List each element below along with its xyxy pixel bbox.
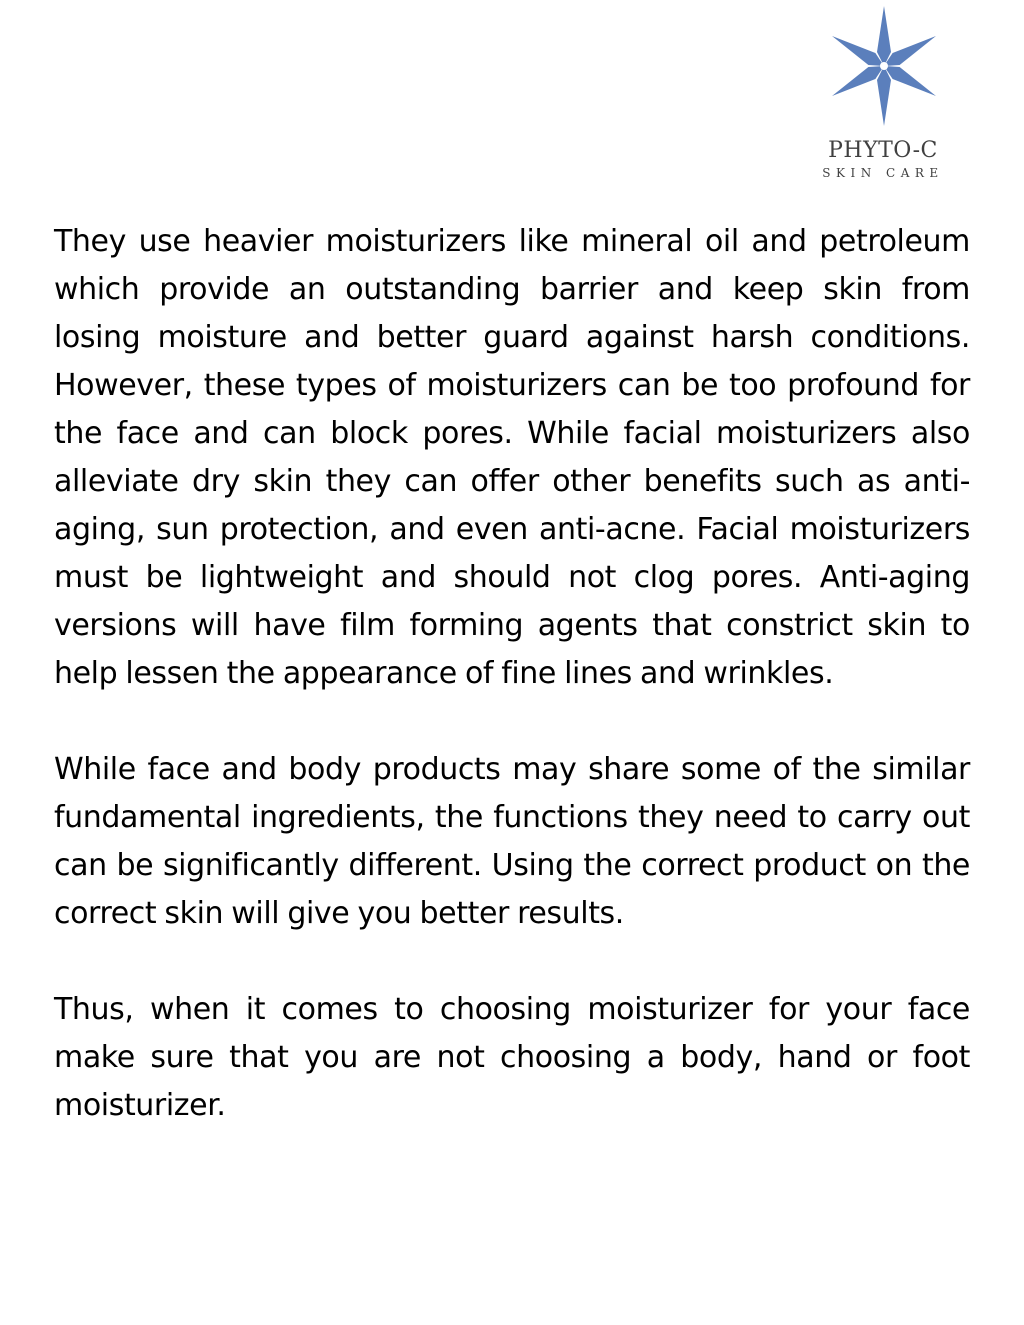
- paragraph: Thus, when it comes to choosing moisturizer for your face make sure that you are not choosing a body, hand or foot moisturizer.: [54, 992, 970, 1123]
- paragraph: While face and body products may share some of the similar fundamental ingredients, the functions they need to carry out can be significantly different. Using the correct product on the correct skin will give you better results.: [54, 752, 970, 931]
- paragraph: They use heavier moisturizers like mineral oil and petroleum which provide an outstanding barrier and keep skin from losing moisture and better guard against harsh conditions. However, these types of moisturizers can be too profound for the face and can block pores. While facial moisturizers also alleviate dry skin they can offer other benefits such as anti-aging, sun protection, and even anti-acne. Facial moisturizers must be lightweight and should not clog pores. Anti-aging versions will have film forming agents that constrict skin to help lessen the appearance of fine lines and wrinkles.: [54, 224, 970, 691]
- article-body: [54, 218, 970, 1178]
- brand-tagline: SKIN CARE: [822, 166, 944, 180]
- six-pointed-star-icon: [818, 2, 950, 134]
- brand-name: PHYTO-C: [828, 138, 938, 163]
- brand-logo: [810, 2, 956, 187]
